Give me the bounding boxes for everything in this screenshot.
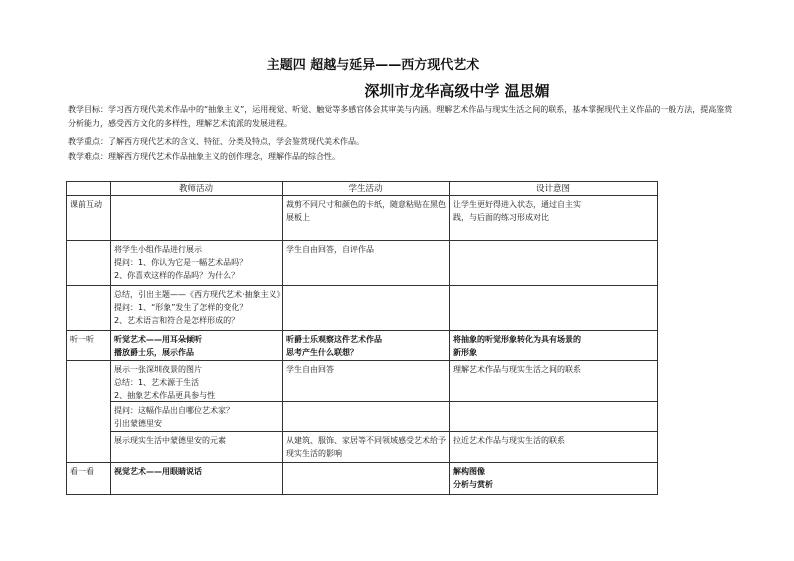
teacher-activity: 展示一张深圳夜景的图片 总结：1、艺术源于生活 2、抽象艺术作品更具参与性 <box>114 365 216 400</box>
teacher-activity: 总结，引出主题——《西方现代艺术·抽象主义》 提问：1、“形象”发生了怎样的变化？ 2、艺术语言和符合是怎样形成的？ <box>114 290 285 325</box>
stage-label: 课前互动 <box>70 200 102 209</box>
design-intent: 解构图像 分析与赏析 <box>453 467 493 489</box>
stage-label: 看一看 <box>70 467 94 476</box>
stage-label: 听一听 <box>70 335 94 344</box>
page-title: 主题四 超越与延异——西方现代艺术 <box>266 58 480 73</box>
teacher-activity: 听觉艺术——用耳朵倾听 播放爵士乐，展示作品 <box>114 335 202 357</box>
teaching-difficulty: 教学难点：理解西方现代艺术作品抽象主义的创作理念，理解作品的综合性。 <box>68 152 340 161</box>
student-activity: 听爵士乐观察这件艺术作品 思考产生什么联想？ <box>286 335 382 357</box>
design-intent: 将抽象的听觉形象转化为具有场景的新形象 <box>453 335 581 357</box>
teacher-activity: 提问：这幅作品出自哪位艺术家？ 引出蒙德里安 <box>114 406 234 428</box>
teaching-key-point: 教学重点：了解西方现代艺术的含义、特征、分类及特点，学会鉴赏现代美术作品。 <box>68 137 364 146</box>
student-activity: 学生自由回答，自评作品 <box>286 245 374 254</box>
teacher-activity: 展示现实生活中蒙德里安的元素 <box>114 436 226 445</box>
design-intent: 拉近艺术作品与现实生活的联系 <box>453 436 565 445</box>
col-header-teacher: 教师活动 <box>178 184 213 194</box>
col-header-student: 学生活动 <box>348 184 383 194</box>
design-intent: 让学生更好得进入状态，通过自主实践，与后面的练习形成对比 <box>453 200 581 222</box>
teaching-goal: 教学目标：学习西方现代美术作品中的“抽象主义”，运用视觉、听觉、触觉等多感官体会其审美与内涵。理解艺术作品与现实生活之间的联系，基本掌握现代主义作品的一般方法，提高鉴赏分析能力，感受西方文化的多样性，理解艺术流派的发展进程。 <box>68 105 733 128</box>
student-activity: 裁剪不同尺寸和颜色的卡纸，随意粘贴在黑色展板上 <box>286 200 446 222</box>
school-author: 深圳市龙华高级中学 温思媚 <box>364 82 550 100</box>
student-activity: 学生自由回答 <box>286 365 334 374</box>
design-intent: 理解艺术作品与现实生活之间的联系 <box>453 365 581 374</box>
col-header-intent: 设计意图 <box>535 184 570 194</box>
teacher-activity: 将学生小组作品进行展示 提问：1、你认为它是一幅艺术品吗？ 2、你喜欢这样的作品吗？为什么？ <box>114 245 248 280</box>
student-activity: 从建筑、服饰、家居等不同领域感受艺术给予现实生活的影响 <box>286 436 446 458</box>
teacher-activity: 视觉艺术——用眼睛说话 <box>114 467 202 476</box>
